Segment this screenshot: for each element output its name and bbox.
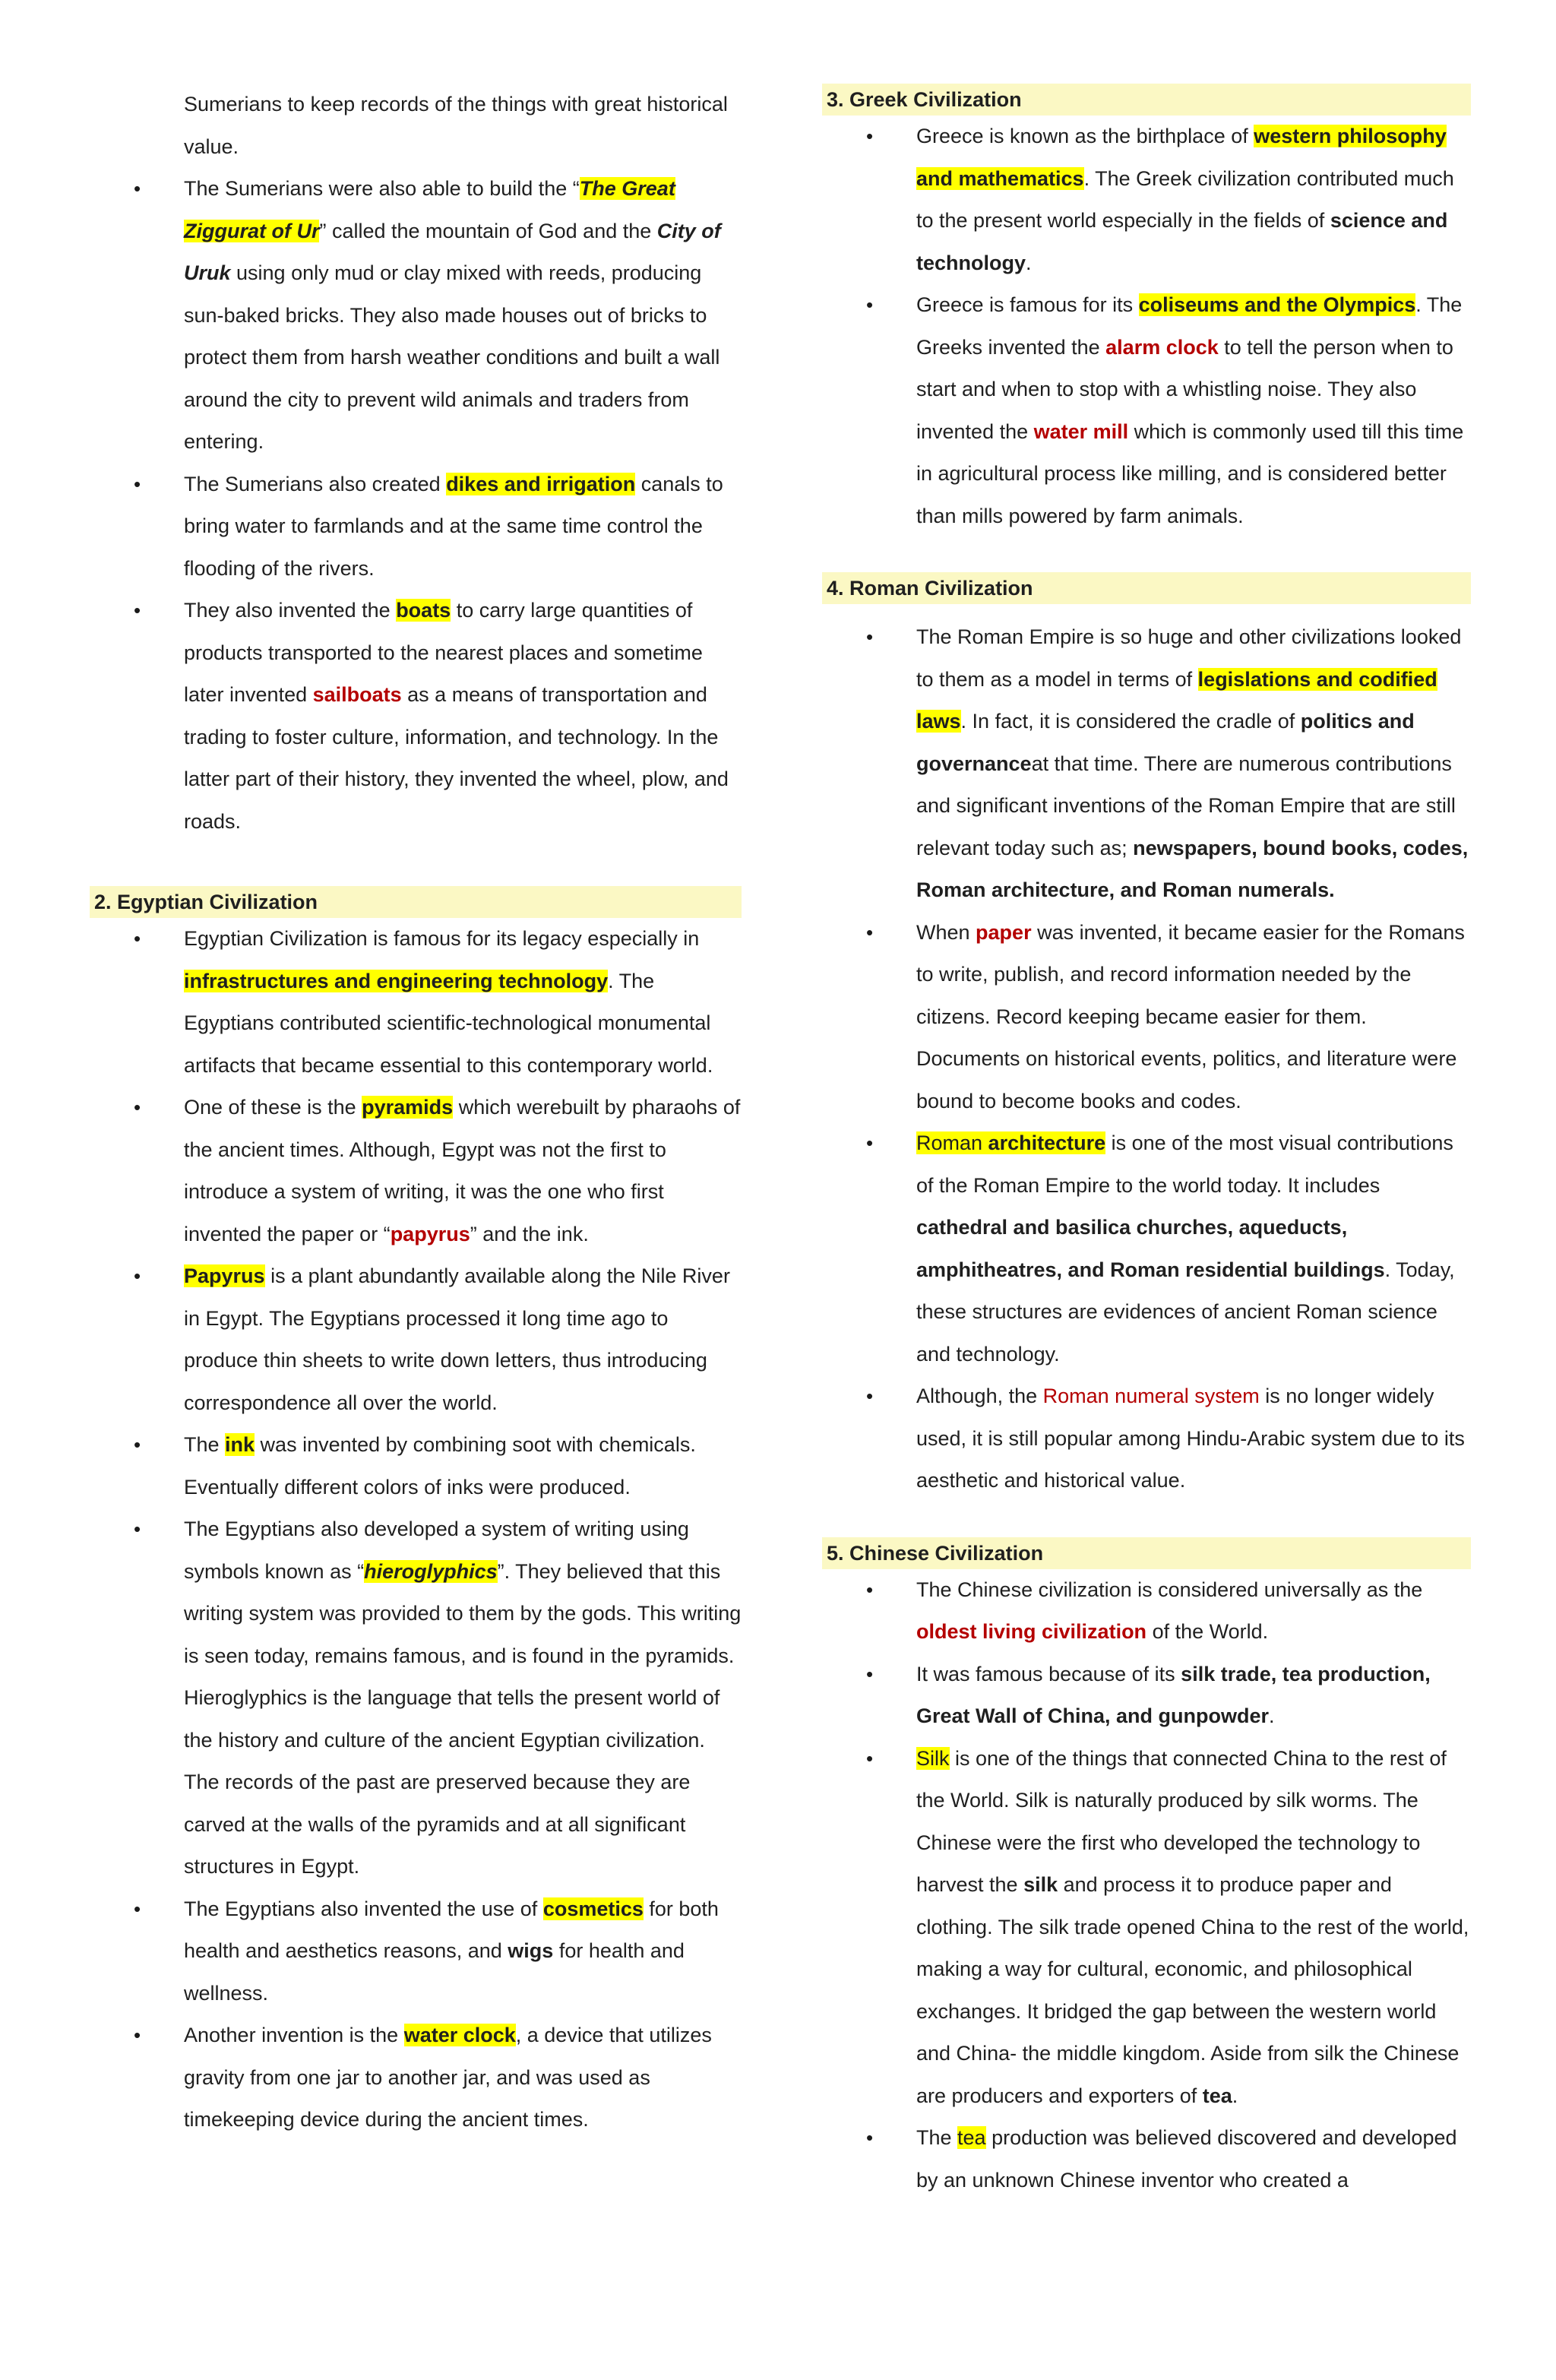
highlight-laws: legislations and codified laws	[916, 667, 1437, 733]
highlight-olympics: coliseums and the Olympics	[1138, 293, 1416, 316]
list-item-cosmetics: • The Egyptians also invented the use of cosmetics for both health and aesthetics reasons, and wigs for health and wellness.	[90, 1888, 742, 2015]
highlight-silk: Silk	[916, 1746, 950, 1770]
highlight-roman: Roman	[916, 1131, 988, 1154]
list-item-numerals: • Although, the Roman numeral system is no longer widely used, it is still popular among Hindu-Arabic system due to its aesthetic and historical value.	[822, 1375, 1471, 1502]
term-inventions: newspapers, bound books, codes, Roman architecture, and Roman numerals.	[916, 836, 1469, 901]
highlight-water-clock: water clock	[403, 2024, 516, 2046]
highlight-pyramids: pyramids	[362, 1096, 454, 1119]
term-paper: paper	[976, 920, 1032, 944]
highlight-tea: tea	[957, 2126, 986, 2149]
highlight-dikes: dikes and irrigation	[446, 472, 636, 495]
list-item-ziggurat: • The Sumerians were also able to build the “The Great Ziggurat of Ur” called the mountain of God and the City of Uruk using only mud or clay mixed with reeds, producing sun-baked bricks. They also made houses out of bricks to protect them from harsh weather conditions and built a wall around the city to prevent wild animals and traders from entering.	[90, 168, 742, 464]
heading-chinese: 5. Chinese Civilization	[822, 1537, 1471, 1569]
list-item-paper: • When paper was invented, it became easier for the Romans to write, publish, and record information needed by the citizens. Record keeping became easier for them. Documents on historical events, politics, and literature were bound to become books and codes.	[822, 912, 1471, 1123]
roman-list	[822, 616, 1471, 1502]
term-wigs: wigs	[508, 1939, 554, 1962]
term-politics: politics and governance	[916, 710, 1415, 775]
term-silk: silk	[1023, 1873, 1058, 1896]
highlight-boats: boats	[396, 599, 451, 622]
list-item-water-clock: • Another invention is the water clock, a device that utilizes gravity from one jar to another jar, and was used as timekeeping device during the ancient times.	[90, 2014, 742, 2141]
list-item-legacy: • Egyptian Civilization is famous for its legacy especially in infrastructures and engineering technology. The Egyptians contributed scientific-technological monumental artifacts that became essential to this contemporary world.	[90, 918, 742, 1087]
list-item-tea: • The tea production was believed discovered and developed by an unknown Chinese inventor who created a	[822, 2117, 1471, 2201]
list-item-olympics: • Greece is famous for its coliseums and the Olympics. The Greeks invented the alarm clock to tell the person when to start and when to stop with a whistling noise. They also invented the water mill which is commonly used till this time in agricultural process like milling, and is considered better than mills powered by farm animals.	[822, 284, 1471, 537]
heading-roman: 4. Roman Civilization	[822, 572, 1471, 604]
sumer-list	[90, 168, 742, 843]
list-item-ink: • The ink was invented by combining soot with chemicals. Eventually different colors of inks were produced.	[90, 1424, 742, 1508]
list-item-empire: • The Roman Empire is so huge and other civilizations looked to them as a model in terms of legislations and codified laws. In fact, it is considered the cradle of politics and governanceat that time. There are numerous contributions and significant inventions of the Roman Empire that are still relevant today such as; newspapers, bound books, codes, Roman architecture, and Roman numerals.	[822, 616, 1471, 912]
term-alarm-clock: alarm clock	[1105, 335, 1219, 359]
highlight-ink: ink	[225, 1433, 255, 1456]
term-water-mill: water mill	[1033, 419, 1129, 443]
highlight-philosophy: western philosophy and mathematics	[916, 125, 1447, 190]
greek-list	[822, 116, 1471, 537]
list-item-dikes: • The Sumerians also created dikes and irrigation canals to bring water to farmlands and at the same time control the flooding of the rivers.	[90, 464, 742, 590]
egypt-list	[90, 918, 742, 2141]
list-item-birthplace: • Greece is known as the birthplace of western philosophy and mathematics. The Greek civilization contributed much to the present world especially in the fields of science and technology.	[822, 116, 1471, 284]
term-tea: tea	[1202, 2084, 1232, 2107]
term-oldest: oldest living civilization	[916, 1620, 1147, 1643]
list-item-silk: • Silk is one of the things that connected China to the rest of the World. Silk is naturally produced by silk worms. The Chinese were the first who developed the technology to harvest the silk and process it to produce paper and clothing. The silk trade opened China to the rest of the world, making a way for cultural, economic, and philosophical exchanges. It bridged the gap between the western world and China- the middle kingdom. Aside from silk the Chinese are producers and exporters of tea.	[822, 1738, 1471, 2118]
left-column	[90, 84, 742, 2141]
highlight-papyrus: Papyrus	[184, 1264, 265, 1287]
highlight-ziggurat: The Great Ziggurat of Ur	[184, 177, 675, 242]
list-item-oldest: • The Chinese civilization is considered universally as the oldest living civilization of the World.	[822, 1569, 1471, 1654]
term-silk-trade: silk trade, tea production, Great Wall of China, and gunpowder	[916, 1662, 1431, 1727]
highlight-infrastructure: infrastructures and engineering technology	[184, 969, 609, 992]
sumer-continuation: Sumerians to keep records of the things with great historical value.	[184, 93, 728, 158]
list-item-boats: • They also invented the boats to carry large quantities of products transported to the nearest places and sometime later invented sailboats as a means of transportation and trading to foster culture, information, and technology. In the latter part of their history, they invented the wheel, plow, and roads.	[90, 590, 742, 843]
china-list	[822, 1569, 1471, 2202]
term-buildings: cathedral and basilica churches, aqueducts, amphitheatres, and Roman residential buildings	[916, 1216, 1385, 1281]
highlight-architecture: architecture	[988, 1131, 1106, 1154]
right-column	[822, 84, 1471, 2201]
highlight-cosmetics: cosmetics	[542, 1897, 644, 1920]
term-papyrus: papyrus	[390, 1222, 470, 1245]
list-item-architecture: • Roman architecture is one of the most visual contributions of the Roman Empire to the world today. It includes cathedral and basilica churches, aqueducts, amphitheatres, and Roman residential buildings. Today, these structures are evidences of ancient Roman science and technology.	[822, 1122, 1471, 1375]
term-numeral-system: Roman numeral system	[1042, 1385, 1260, 1407]
heading-egyptian: 2. Egyptian Civilization	[90, 886, 742, 918]
heading-greek: 3. Greek Civilization	[822, 84, 1471, 116]
highlight-hieroglyphics: hieroglyphics	[364, 1559, 498, 1583]
term-uruk: City of Uruk	[184, 219, 721, 284]
list-item-pyramids: • One of these is the pyramids which werebuilt by pharaohs of the ancient times. Although, Egypt was not the first to introduce a system of writing, it was the one who first invented the paper or “papyrus” and the ink.	[90, 1087, 742, 1255]
term-sailboats: sailboats	[312, 683, 402, 706]
list-item-papyrus: • Papyrus is a plant abundantly available along the Nile River in Egypt. The Egyptians processed it long time ago to produce thin sheets to write down letters, thus introducing correspondence all over the world.	[90, 1255, 742, 1424]
list-item-hieroglyphics: • The Egyptians also developed a system of writing using symbols known as “hieroglyphics”. They believed that this writing system was provided to them by the gods. This writing is seen today, remains famous, and is found in the pyramids. Hieroglyphics is the language that tells the present world of the history and culture of the ancient Egyptian civilization. The records of the past are preserved because they are carved at the walls of the pyramids and at all significant structures in Egypt.	[90, 1508, 742, 1888]
list-item-famous: • It was famous because of its silk trade, tea production, Great Wall of China, and gunpowder.	[822, 1654, 1471, 1738]
term-science-technology: science and technology	[916, 209, 1448, 274]
